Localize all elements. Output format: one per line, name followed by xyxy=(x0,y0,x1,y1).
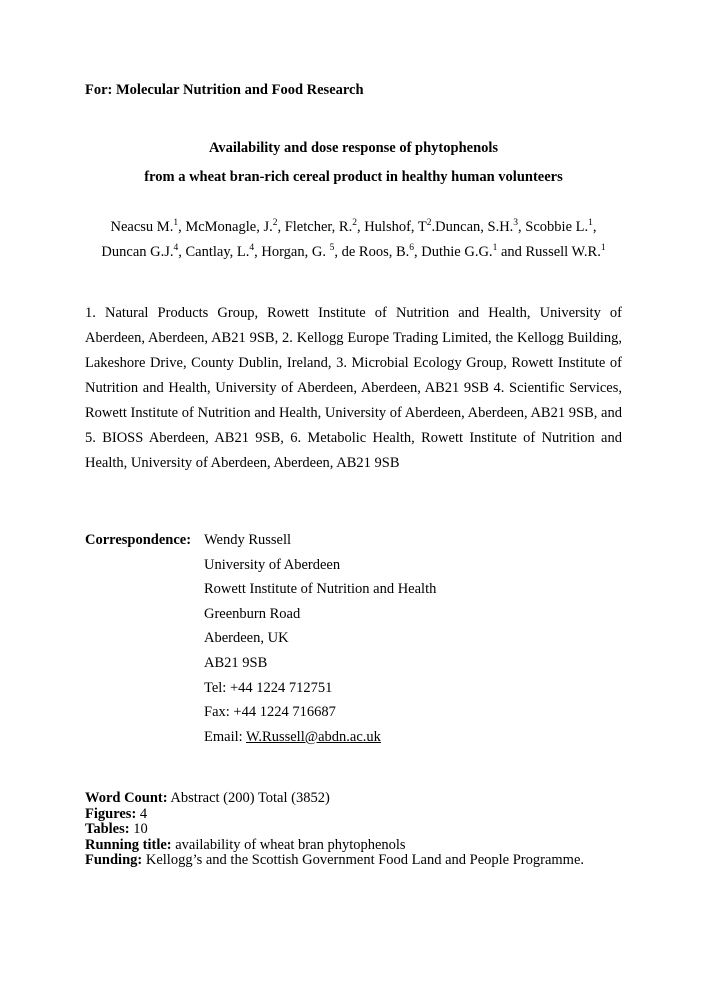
correspondence-email-line xyxy=(204,725,622,750)
author-list xyxy=(85,215,622,265)
word-count-value: Abstract (200) Total (3852) xyxy=(170,790,330,807)
figures-value: 4 xyxy=(139,805,148,822)
paper-title-line-1: Availability and dose response of phytophenols xyxy=(208,140,499,156)
correspondence-name: Wendy Russell xyxy=(204,532,292,548)
correspondence-details xyxy=(204,528,622,749)
funding-value: Kellogg’s and the Scottish Government Food Land and People Programme. xyxy=(145,851,585,868)
running-title-value: availability of wheat bran phytophenols xyxy=(175,836,406,853)
correspondence-tel: Tel: +44 1224 712751 xyxy=(204,679,333,696)
word-count-label: Word Count: xyxy=(85,790,168,807)
correspondence-institute: Rowett Institute of Nutrition and Health xyxy=(204,581,437,598)
correspondence-street: Greenburn Road xyxy=(204,605,301,622)
paper-title-line-2: from a wheat bran-rich cereal product in healthy human volunteers xyxy=(144,169,563,185)
meta-row-word-count xyxy=(85,791,622,806)
correspondence-institution: University of Aberdeen xyxy=(204,556,341,573)
correspondence-fax: Fax: +44 1224 716687 xyxy=(204,704,336,721)
correspondence-block xyxy=(85,528,622,749)
tables-value: 10 xyxy=(133,821,148,838)
funding-label: Funding: xyxy=(85,851,143,868)
affiliations-paragraph: 1. Natural Products Group, Rowett Institute of Nutrition and Health, University of Aberdeen, Aberdeen, AB21 9SB, 2. Kellogg Europe Trading Limited, the Kellogg Building, Lakeshore Drive, County Dublin, Ireland, 3. Microbial Ecology Group, Rowett Institute of Nutrition and Health, University of Aberdeen, Aberdeen, AB21 9SB 4. Scientific Services, Rowett Institute of Nutrition and Health, University of Aberdeen, Aberdeen, AB21 9SB, and 5. BIOSS Aberdeen, AB21 9SB, 6. Metabolic Health, Rowett Institute of Nutrition and Health, University of Aberdeen, Aberdeen, AB21 9SB xyxy=(85,305,622,471)
correspondence-postcode: AB21 9SB xyxy=(204,654,268,671)
meta-block xyxy=(85,791,622,868)
authors-line-2: Duncan G.J.$^4$, Cantlay, L.$^4$, Horgan, G. $^5$, de Roos, B.$^6$, Duthie G.G.$^1$ and Russell W.R.$^1$ xyxy=(101,243,606,260)
email-label: Email: xyxy=(204,728,243,745)
paper-title xyxy=(85,134,622,192)
running-title-label: Running title: xyxy=(85,836,172,853)
journal-line: For: Molecular Nutrition and Food Research xyxy=(85,82,364,98)
correspondence-city: Aberdeen, UK xyxy=(204,630,289,647)
correspondence-label: Correspondence: xyxy=(85,532,192,548)
meta-row-running-title xyxy=(85,838,622,853)
meta-row-figures xyxy=(85,807,622,822)
meta-row-funding xyxy=(85,853,622,868)
figures-label: Figures: xyxy=(85,805,137,822)
meta-row-tables xyxy=(85,822,622,837)
authors-line-1: Neacsu M.$^1$, McMonagle, J.$^2$, Fletcher, R.$^2$, Hulshof, $T^2.Duncan$, S.H.$^3$, Scobbie L.$^1$, xyxy=(110,218,597,235)
tables-label: Tables: xyxy=(85,821,130,838)
email-link[interactable]: W.Russell@abdn.ac.uk xyxy=(246,728,381,745)
